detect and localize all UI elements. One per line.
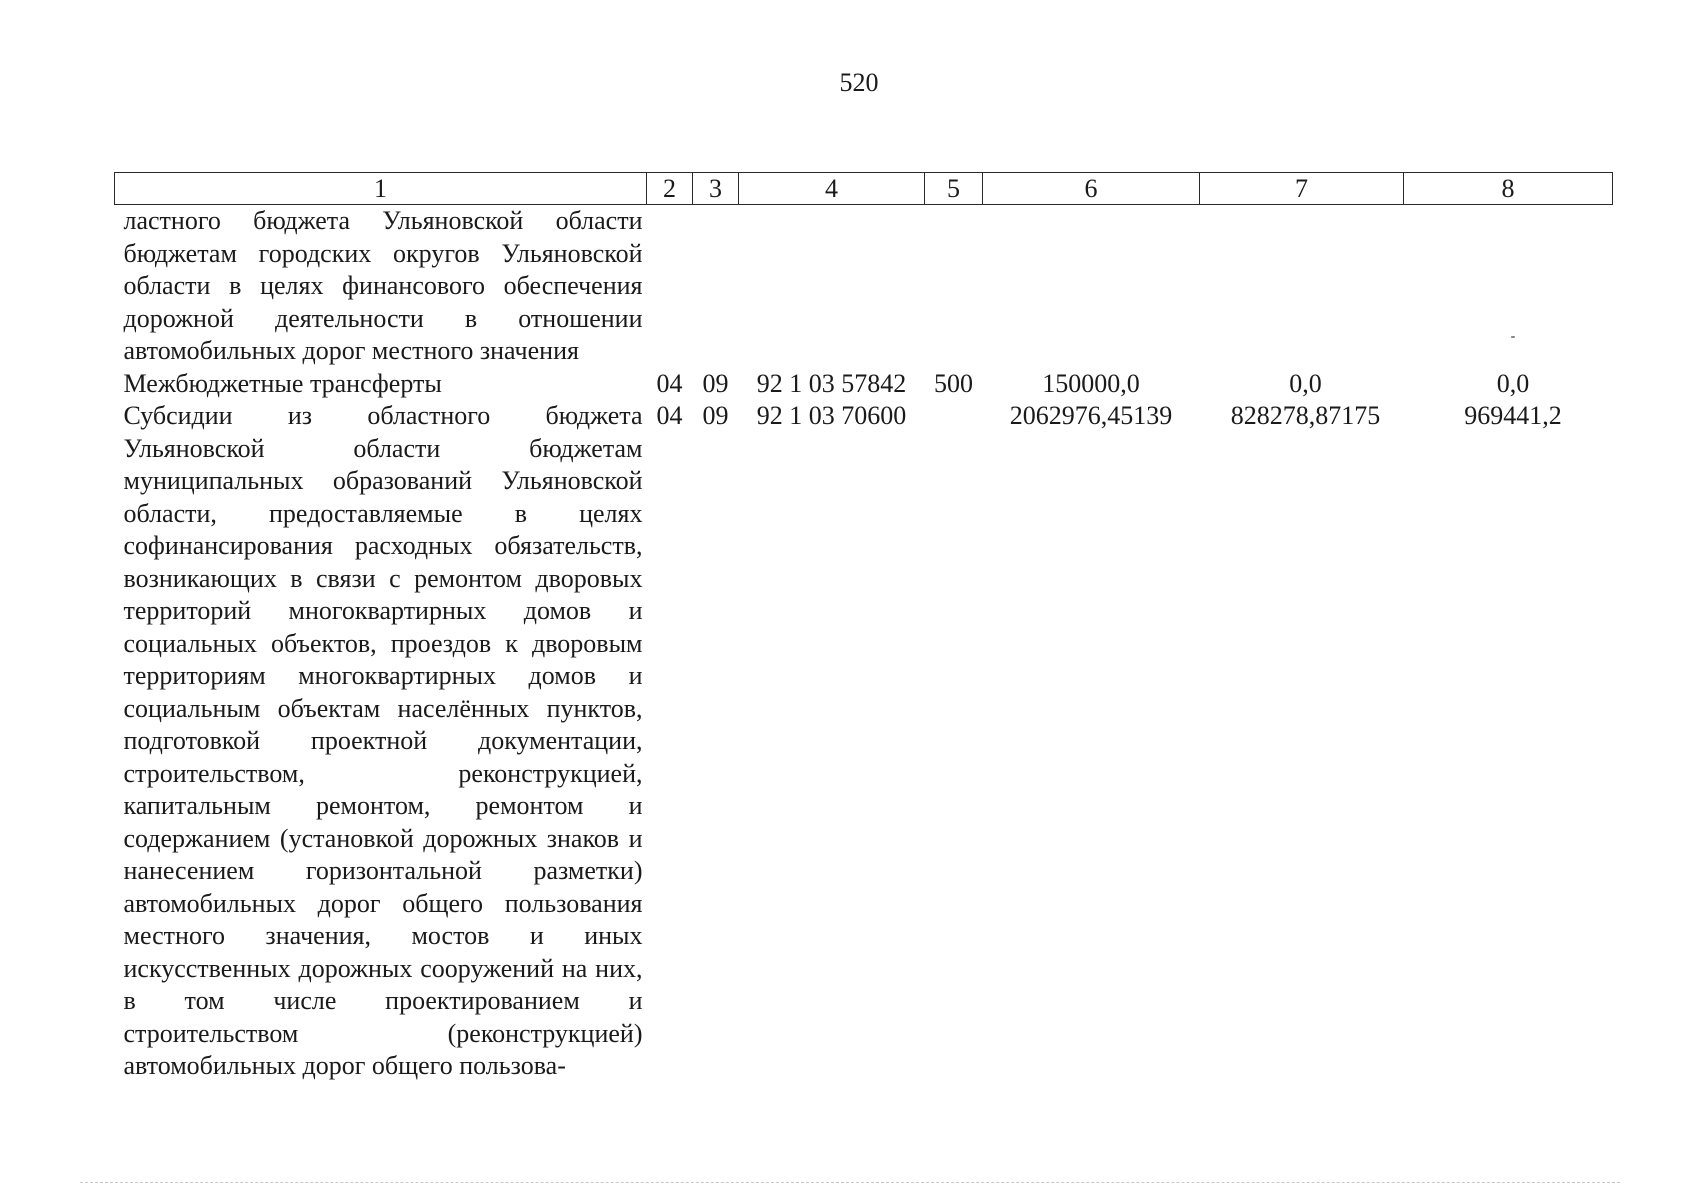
row-name: Субсидии из областного бюджета Ульяновской области бюджетам муниципальных образований Ульяновской области, предоставляемые в целях софинансирования расходных обязательств, возникающих в связи с ремонтом дворовых территорий многоквартирных домов и социальных объектов, проездов к дворовым территориям многоквартирных домов и социальным объектам населённых пунктов, подготовкой проектной документации, строительством, реконструкцией, капитальным ремонтом, ремонтом и содержанием (установкой дорожных знаков и нанесением горизонтальной разметки) автомобильных дорог общего пользования местного значения, мостов и иных искусственных дорожных сооружений на них, в том числе проектированием и строительством (реконструкцией) автомобильных дорог общего пользова- xyxy=(123,401,643,1080)
row-amount-6: 2062976,45139 xyxy=(1009,401,1173,430)
header-col-8: 8 xyxy=(1404,173,1613,205)
row-amount-8: 0,0 xyxy=(1496,368,1530,398)
row-amount-6: 150000,0 xyxy=(1042,368,1140,398)
header-col-6: 6 xyxy=(983,173,1200,205)
row-target-code xyxy=(739,205,925,368)
scan-artifact-line xyxy=(80,1182,1620,1183)
row-name: ластного бюджета Ульяновской области бюджетам городских округов Ульяновской области в целях финансового обеспечения дорожной деятельности в отношении автомобильных дорог местного значения xyxy=(123,206,643,365)
page-number: 520 xyxy=(839,68,879,97)
header-col-4: 4 xyxy=(739,173,925,205)
header-col-3: 3 xyxy=(693,173,739,205)
row-amount-8 xyxy=(1404,205,1613,368)
budget-table xyxy=(114,172,1613,1083)
header-col-5: 5 xyxy=(925,173,983,205)
row-expense-type: 500 xyxy=(934,368,973,398)
header-col-1: 1 xyxy=(115,173,647,205)
table-header xyxy=(115,173,1613,205)
row-subsection-code xyxy=(693,205,739,368)
row-dash-mark: - xyxy=(1510,329,1516,344)
table-body xyxy=(115,205,1613,1083)
row-target-code: 92 1 03 57842 xyxy=(756,368,907,398)
row-expense-type xyxy=(925,400,983,1083)
header-col-7: 7 xyxy=(1200,173,1404,205)
header-col-2: 2 xyxy=(647,173,693,205)
row-subsection-code: 09 xyxy=(702,401,729,430)
header-row xyxy=(115,173,1613,205)
table-row xyxy=(115,205,1613,368)
table-row xyxy=(115,368,1613,401)
row-amount-8: 969441,2 xyxy=(1464,401,1562,430)
row-amount-7: 0,0 xyxy=(1289,368,1322,398)
row-section-code xyxy=(647,205,693,368)
row-name: Межбюджетные трансферты xyxy=(123,368,442,398)
row-target-code: 92 1 03 70600 xyxy=(756,401,907,430)
row-amount-7: 828278,87175 xyxy=(1230,401,1381,430)
row-amount-6 xyxy=(983,205,1200,368)
table-row xyxy=(115,400,1613,1083)
row-section-code: 04 xyxy=(656,401,683,430)
row-expense-type xyxy=(925,205,983,368)
row-section-code: 04 xyxy=(656,368,683,398)
row-subsection-code: 09 xyxy=(702,368,729,398)
row-amount-7 xyxy=(1200,205,1404,368)
